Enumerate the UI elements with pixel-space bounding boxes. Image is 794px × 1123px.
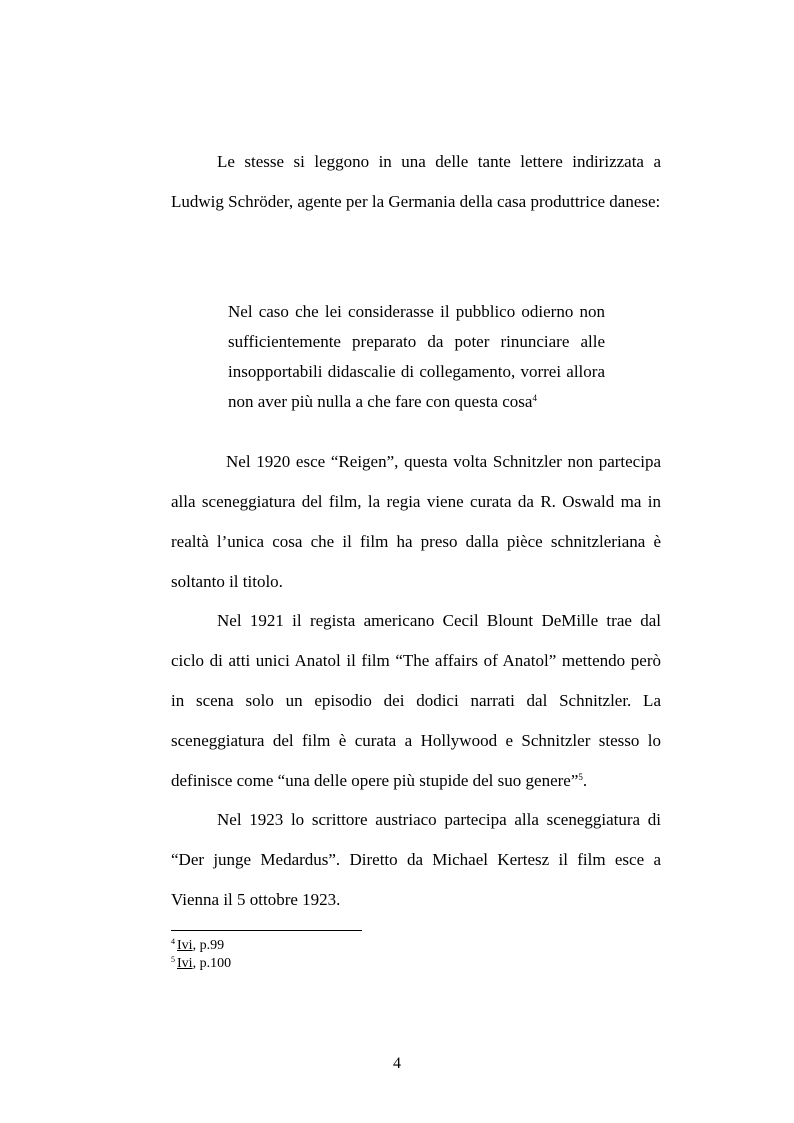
footnote-4 [171,937,224,954]
footnote-text: , p.100 [192,956,232,971]
footnote-text: , p.99 [192,938,225,953]
paragraph-medardus [171,800,661,920]
paragraph-letter-intro [171,142,661,222]
footnote-ref-link[interactable]: Ivi [177,938,193,953]
paragraph-end-punct: . [582,771,588,790]
footnote-divider [171,930,362,931]
paragraph-text: Nel 1920 esce “Reigen”, questa volta Schnitzler non partecipa alla sceneggiatura del film, la regia viene curata da R. Oswald ma in realtà l’unica cosa che il film ha preso dalla pièce schnitzleriana è soltanto il titolo. [171,452,661,591]
footnote-ref-link[interactable]: Ivi [177,956,193,971]
footnote-ref-5: 5 [578,772,583,782]
footnote-number: 4 [171,937,175,946]
paragraph-text: Nel 1921 il regista americano Cecil Blount DeMille trae dal ciclo di atti unici Anatol il film “The affairs of Anatol” mettendo però in scena solo un episodio dei dodici narrati dal Schnitzler. La sceneggiatura del film è curata a Hollywood e Schnitzler stesso lo definisce come “una delle opere più stupide del suo genere” [171,611,661,790]
paragraph-text: Nel 1923 lo scrittore austriaco partecipa alla sceneggiatura di “Der junge Medardus”. Diretto da Michael Kertesz il film esce a Vienna il 5 ottobre 1923. [171,810,661,909]
quote-text: Nel caso che lei considerasse il pubblico odierno non sufficientemente preparato da poter rinunciare alle insopportabili didascalie di collegamento, vorrei allora non aver più nulla a che fare con questa cosa [228,302,605,411]
paragraph-anatol [171,601,661,801]
footnote-5 [171,955,231,972]
block-quote [228,297,605,417]
footnote-ref-4: 4 [532,393,537,403]
paragraph-text: Le stesse si leggono in una delle tante lettere indirizzata a Ludwig Schröder, agente per la Germania della casa produttrice danese: [171,152,661,211]
footnote-number: 5 [171,955,175,964]
page-number: 4 [393,1055,401,1072]
paragraph-reigen [171,442,661,602]
